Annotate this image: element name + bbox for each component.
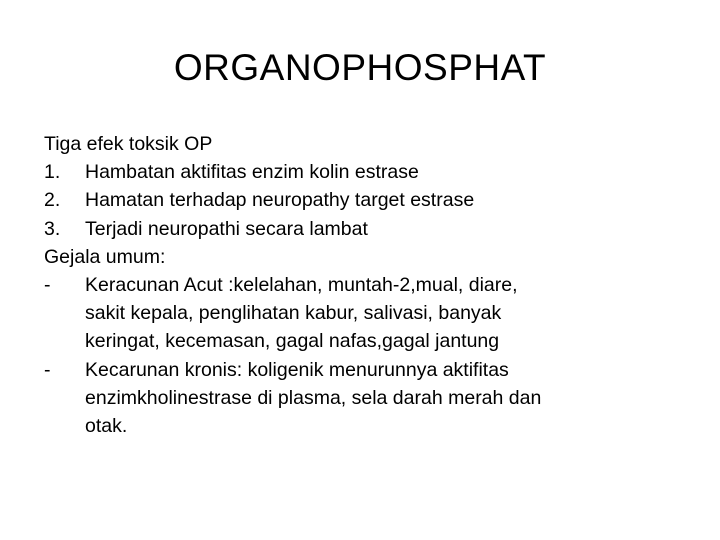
effect-item-1 xyxy=(44,158,684,186)
effect-text: Hambatan aktifitas enzim kolin estrase xyxy=(85,161,419,184)
intro-text: Tiga efek toksik OP xyxy=(44,133,213,155)
list-number: 1. xyxy=(44,161,61,184)
symptom-item-chronic xyxy=(44,356,684,441)
effect-text: Terjadi neuropathi secara lambat xyxy=(85,217,368,240)
effect-item-3 xyxy=(44,215,684,243)
symptom-line: keringat, kecemasan, gagal nafas,gagal jantung xyxy=(85,330,500,353)
symptom-text xyxy=(85,271,684,356)
list-dash: - xyxy=(44,274,51,297)
symptom-line: Kecarunan kronis: koligenik menurunnya aktifitas xyxy=(85,358,509,381)
symptom-line: otak. xyxy=(85,415,128,438)
symptom-item-acute xyxy=(44,271,684,356)
list-number: 3. xyxy=(44,217,61,240)
symptoms-heading: Gejala umum: xyxy=(44,245,166,268)
slide-title: ORGANOPHOSPHAT xyxy=(173,47,547,88)
slide-body xyxy=(44,130,684,440)
list-number: 2. xyxy=(44,189,61,212)
symptom-text xyxy=(85,356,684,441)
effect-text: Hamatan terhadap neuropathy target estrase xyxy=(85,189,475,212)
symptom-line: Keracunan Acut :kelelahan, muntah-2,mual, diare, xyxy=(85,274,518,297)
symptom-line: enzimkholinestrase di plasma, sela darah merah dan xyxy=(85,386,542,409)
effect-item-2 xyxy=(44,186,684,214)
symptom-line: sakit kepala, penglihatan kabur, salivasi, banyak xyxy=(85,302,502,325)
list-dash: - xyxy=(44,358,51,381)
